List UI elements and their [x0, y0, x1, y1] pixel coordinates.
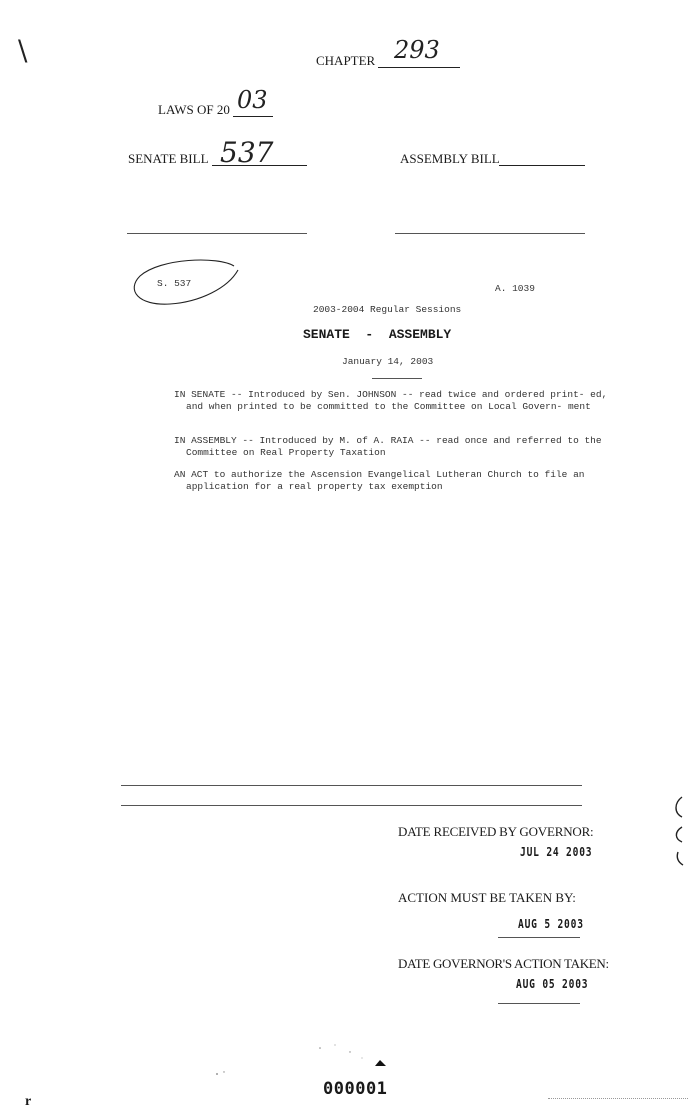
deadline-label: ACTION MUST BE TAKEN BY: [398, 890, 576, 905]
separator-rule-1 [121, 785, 582, 786]
blank-line-right [395, 233, 585, 234]
senate-bill-field [212, 136, 307, 169]
chapter-label: CHAPTER [316, 53, 376, 68]
chapter-number: 293 [394, 36, 440, 64]
action-taken-date-stamp: AUG 05 2003 [516, 977, 589, 991]
date-rule [372, 378, 422, 379]
bill-date: January 14, 2003 [342, 356, 434, 367]
page-number: 000001 [323, 1079, 388, 1099]
separator-rule-2 [121, 805, 582, 806]
margin-bracket-marks [670, 795, 692, 885]
assembly-number: A. 1039 [495, 283, 535, 294]
session: 2003-2004 Regular Sessions [313, 304, 462, 315]
deadline-rule [498, 937, 580, 938]
assembly-bill-field [499, 150, 585, 166]
margin-mark: r [25, 1094, 32, 1109]
scan-speck [212, 1068, 232, 1080]
assembly-bill-label: ASSEMBLY BILL [400, 151, 500, 166]
received-label: DATE RECEIVED BY GOVERNOR: [398, 824, 594, 839]
blank-line-left [127, 233, 307, 234]
act-title: AN ACT to authorize the Ascension Evangelical Lutheran Church to file an application for a real property tax exemption [174, 469, 585, 492]
senate-intro: IN SENATE -- Introduced by Sen. JOHNSON -- read twice and ordered print- ed, and when printed to be committed to the Committee on Local Govern- ment [174, 389, 608, 412]
senate-bill-number: 537 [220, 136, 274, 169]
action-taken-label: DATE GOVERNOR'S ACTION TAKEN: [398, 956, 609, 971]
assembly-intro: IN ASSEMBLY -- Introduced by M. of A. RAIA -- read once and referred to the Committee on Real Property Taxation [174, 435, 602, 458]
received-date-stamp: JUL 24 2003 [520, 845, 593, 859]
scan-noise [300, 1040, 410, 1080]
senate-bill-label: SENATE BILL [128, 151, 209, 166]
deadline-date-stamp: AUG 5 2003 [518, 917, 584, 931]
senate-number: S. 537 [157, 278, 192, 289]
footer-scan-line [548, 1098, 688, 1099]
chapter-field [378, 36, 460, 68]
chamber-title: SENATE - ASSEMBLY [303, 327, 452, 342]
laws-label: LAWS OF 20 [158, 102, 230, 117]
action-taken-rule [498, 1003, 580, 1004]
laws-year: 03 [237, 86, 268, 114]
corner-pen-mark: \ [18, 34, 28, 67]
laws-year-field [233, 86, 273, 117]
